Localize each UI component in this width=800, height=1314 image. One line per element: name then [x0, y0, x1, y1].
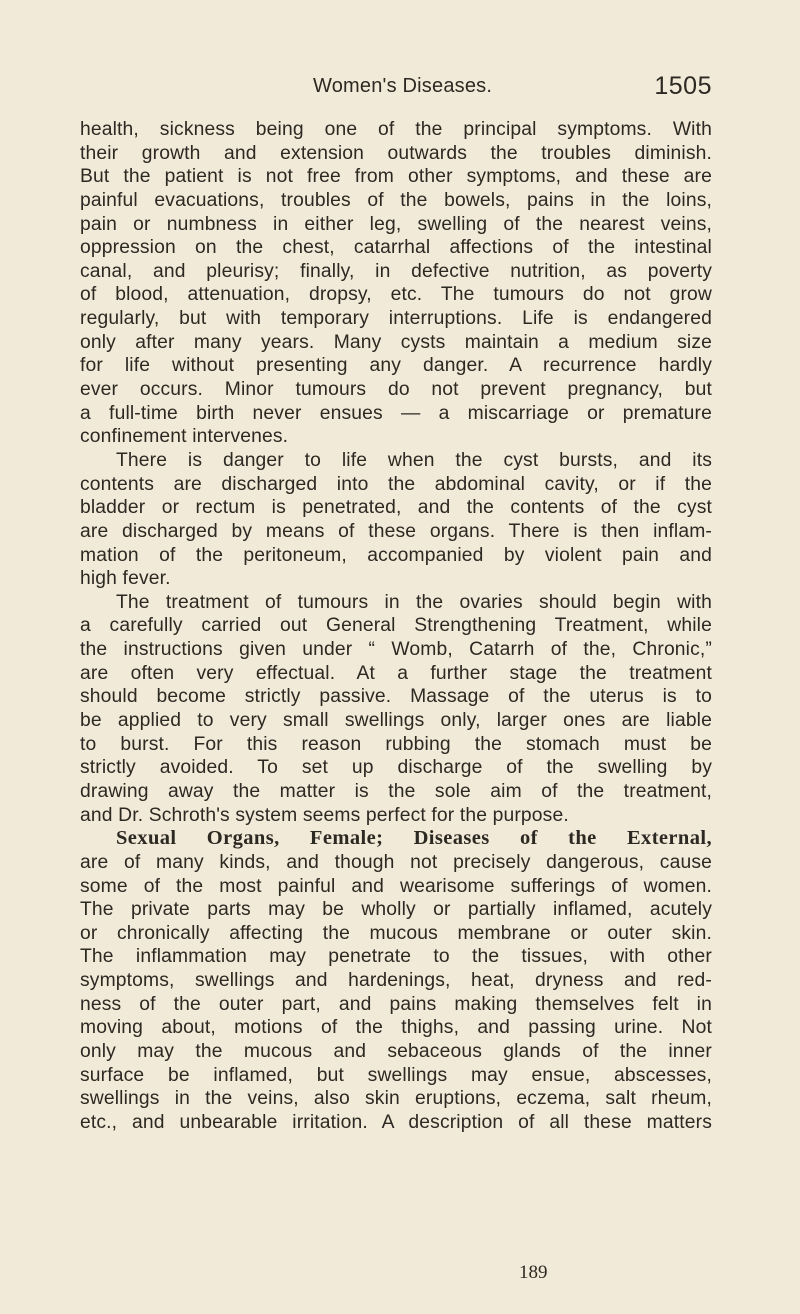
- section-heading-line: [80, 827, 712, 851]
- text-line: mation of the peritoneum, accompanied by violent pain and: [80, 544, 712, 566]
- text-line: some of the most painful and wearisome sufferings of women.: [80, 875, 712, 897]
- text-line: symptoms, swellings and hardenings, heat, dryness and red-: [80, 970, 712, 992]
- body-text: [80, 118, 712, 1135]
- text-line: The private parts may be wholly or partially inflamed, acutely: [80, 899, 712, 921]
- signature-mark: 189: [519, 1262, 548, 1283]
- text-line: are often very effectual. At a further stage the treatment: [80, 662, 712, 684]
- text-line: the instructions given under “ Womb, Catarrh of the, Chronic,”: [80, 639, 712, 661]
- text-line: regularly, but with temporary interruptions. Life is endangered: [80, 308, 712, 330]
- text-line: their growth and extension outwards the troubles diminish.: [80, 142, 712, 164]
- text-line: ness of the outer part, and pains making themselves felt in: [80, 993, 712, 1015]
- text-line: be applied to very small swellings only, larger ones are liable: [80, 710, 712, 732]
- text-line: health, sickness being one of the principal symptoms. With: [80, 119, 712, 140]
- text-line: swellings in the veins, also skin eruptions, eczema, salt rheum,: [80, 1088, 712, 1110]
- text-line: canal, and pleurisy; finally, in defective nutrition, as poverty: [80, 260, 712, 282]
- text-line: bladder or rectum is penetrated, and the contents of the cyst: [80, 497, 712, 519]
- text-line: a carefully carried out General Strengthening Treatment, while: [80, 615, 712, 637]
- text-line: for life without presenting any danger. A recurrence hardly: [80, 355, 712, 377]
- text-line: only after many years. Many cysts maintain a medium size: [80, 331, 712, 353]
- text-line: and Dr. Schroth's system seems perfect for the purpose.: [80, 804, 569, 826]
- text-line: of blood, attenuation, dropsy, etc. The tumours do not grow: [80, 284, 712, 306]
- text-line: moving about, motions of the thighs, and passing urine. Not: [80, 1017, 712, 1039]
- text-line: strictly avoided. To set up discharge of the swelling by: [80, 757, 712, 779]
- text-line: should become strictly passive. Massage of the uterus is to: [80, 686, 712, 708]
- text-line: painful evacuations, troubles of the bowels, pains in the loins,: [80, 189, 712, 211]
- text-line: The inflammation may penetrate to the tissues, with other: [80, 946, 712, 968]
- text-line: are discharged by means of these organs. There is then inflam-: [80, 520, 712, 542]
- text-line: confinement intervenes.: [80, 426, 289, 448]
- section-heading: Sexual Organs, Female; Diseases of the External,: [116, 827, 712, 850]
- text-line: pain or numbness in either leg, swelling of the nearest veins,: [80, 213, 712, 235]
- text-line: surface be inflamed, but swellings may ensue, abscesses,: [80, 1064, 712, 1086]
- text-line: or chronically affecting the mucous membrane or outer skin.: [80, 922, 712, 944]
- text-line: are of many kinds, and though not precisely dangerous, cause: [80, 851, 712, 873]
- text-line: etc., and unbearable irritation. A description of all these matters: [80, 1111, 712, 1133]
- text-line: only may the mucous and sebaceous glands of the inner: [80, 1040, 712, 1062]
- text-line: oppression on the chest, catarrhal affections of the intestinal: [80, 237, 712, 259]
- text-line: contents are discharged into the abdominal cavity, or if the: [80, 473, 712, 495]
- text-line: high fever.: [80, 568, 171, 590]
- text-line: drawing away the matter is the sole aim of the treatment,: [80, 780, 712, 802]
- text-line: ever occurs. Minor tumours do not prevent pregnancy, but: [80, 379, 712, 401]
- page-number: 1505: [654, 72, 712, 100]
- page-header: [80, 72, 712, 104]
- text-line: to burst. For this reason rubbing the stomach must be: [80, 733, 712, 755]
- text-line: a full-time birth never ensues — a miscarriage or premature: [80, 402, 712, 424]
- running-title: Women's Diseases.: [313, 75, 493, 97]
- text-line: There is danger to life when the cyst bursts, and its: [116, 449, 712, 471]
- text-line: The treatment of tumours in the ovaries should begin with: [116, 591, 712, 613]
- text-line: But the patient is not free from other symptoms, and these are: [80, 166, 712, 188]
